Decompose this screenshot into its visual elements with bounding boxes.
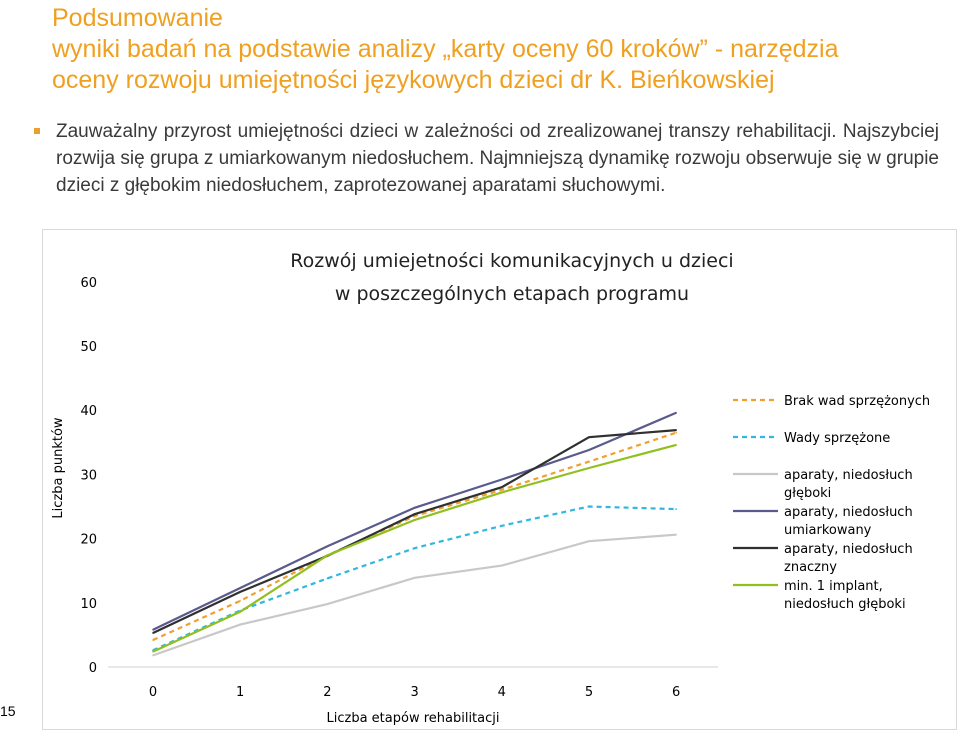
y-axis-label: Liczba punktów <box>51 417 66 519</box>
chart-title-line-1: Rozwój umiejetności komunikacyjnych u dzieci <box>290 250 734 272</box>
x-tick-label-5: 5 <box>584 685 594 700</box>
legend-label-3: aparaty, niedosłuch głęboki <box>784 468 913 501</box>
x-tick-label-3: 3 <box>410 685 419 700</box>
y-tick-label-0: 0 <box>88 661 97 676</box>
x-tick-label-0: 0 <box>148 685 158 700</box>
y-tick-label-50: 50 <box>80 340 97 355</box>
bullet-square-icon <box>34 128 40 134</box>
title-line-3: oceny rozwoju umiejętności językowych dzieci dr K. Bieńkowskiej <box>52 66 775 94</box>
y-tick-label-30: 30 <box>80 468 97 484</box>
title-line-2: wyniki badań na podstawie analizy „karty oceny 60 kroków” - narzędzia <box>52 35 839 63</box>
x-axis-label: Liczba etapów rehabilitacji <box>326 711 500 726</box>
x-tick-label-1: 1 <box>236 685 245 700</box>
x-tick-label-4: 4 <box>497 685 506 700</box>
slide-number: 15 <box>0 703 16 719</box>
legend-label-5: aparaty, niedosłuch znaczny <box>784 542 913 575</box>
x-tick-label-6: 6 <box>672 685 681 700</box>
y-tick-label-10: 10 <box>80 596 97 612</box>
title-line-1: Podsumowanie <box>52 4 223 32</box>
legend-label-6: min. 1 implant, niedosłuch głęboki <box>784 579 906 612</box>
legend-label-4: aparaty, niedosłuch umiarkowany <box>784 505 913 538</box>
x-tick-label-2: 2 <box>323 685 332 700</box>
chart-frame <box>42 229 957 730</box>
y-tick-label-60: 60 <box>80 275 97 291</box>
chart-title-line-2: w poszczególnych etapach programu <box>334 283 690 305</box>
y-tick-label-20: 20 <box>80 532 97 548</box>
y-tick-label-40: 40 <box>80 404 97 420</box>
legend-label-2: Wady sprzężone <box>784 431 891 446</box>
summary-bullet <box>34 118 939 199</box>
legend-label-1: Brak wad sprzężonych <box>784 394 931 409</box>
summary-text: Zauważalny przyrost umiejętności dzieci w zależności od zrealizowanej transzy rehabilitacji. Najszybciej rozwija się grupa z umiarkowanym niedosłuchem. Najmniejszą dynamikę rozwoju obserwuje się w grupie dzieci z głębokim niedosłuchem, zaprotezowanej aparatami słuchowymi. <box>56 121 939 196</box>
slide-title <box>52 3 952 96</box>
